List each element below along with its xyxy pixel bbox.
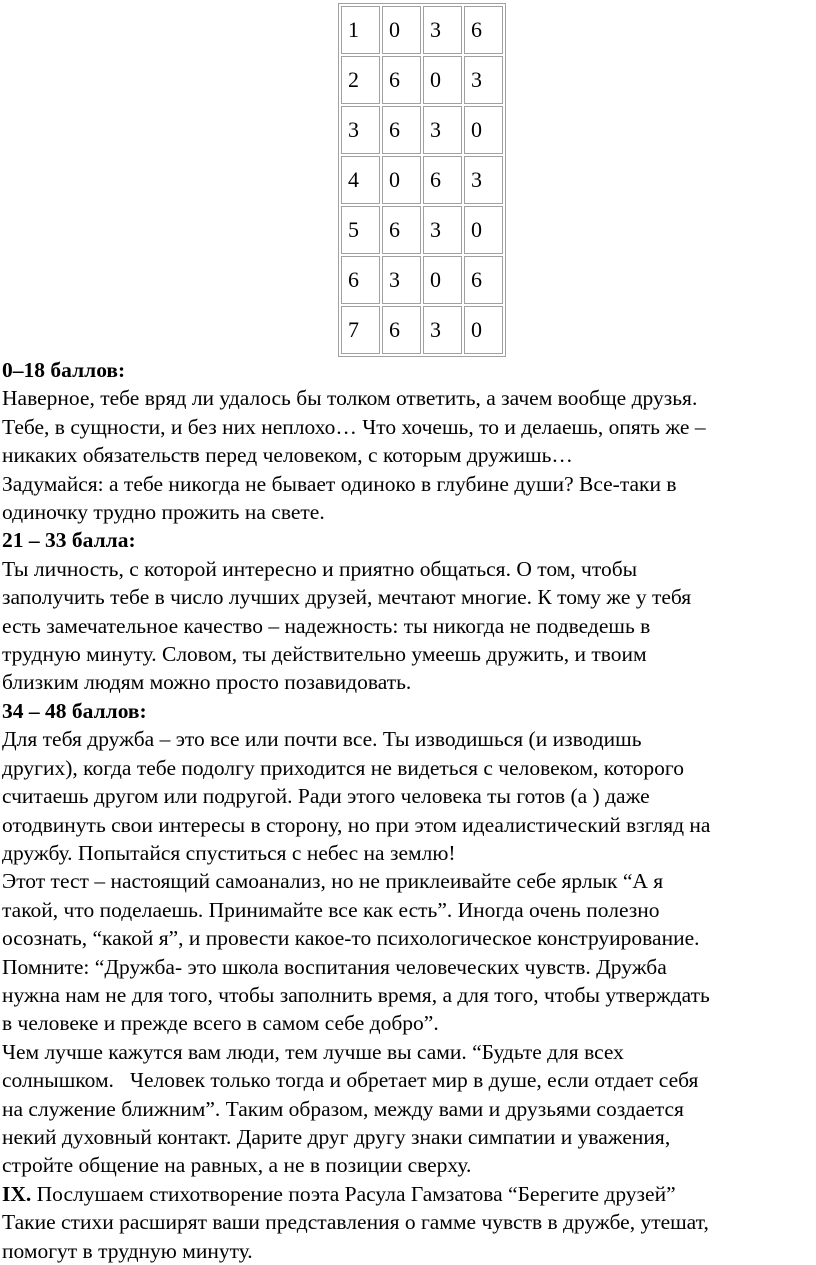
text-line: отодвинуть свои интересы в сторону, но при этом идеалистический взгляд на [2, 812, 711, 837]
text-line: считаешь другом или подругой. Ради этого человека ты готов (а ) даже [2, 784, 650, 809]
table-cell: 6 [464, 256, 503, 304]
section-9-paragraph [2, 1180, 814, 1265]
table-cell: 0 [423, 56, 462, 104]
table-row [341, 106, 503, 154]
table-cell: 6 [382, 306, 421, 354]
text-line: Задумайся: а тебе никогда не бывает одиноко в глубине души? Все-таки в [2, 471, 677, 496]
score-table [338, 3, 506, 357]
text-line: Ты личность, с которой интересно и приятно общаться. О том, чтобы [2, 556, 638, 581]
text-line: Этот тест – настоящий самоанализ, но не приклеивайте себе ярлык “А я [2, 869, 664, 894]
text-line: Для тебя дружба – это все или почти все. Ты изводишься (и изводишь [2, 727, 642, 752]
table-cell: 0 [423, 256, 462, 304]
text-line: дружбу. Попытайся спуститься с небес на землю! [2, 840, 456, 865]
text-line: на служение ближним”. Таким образом, между вами и друзьями создается [2, 1096, 684, 1121]
text-line: стройте общение на равных, а не в позиции сверху. [2, 1153, 472, 1178]
result-heading-21-33: 21 – 33 балла: [2, 528, 136, 553]
result-text-0-18 [2, 384, 814, 526]
table-cell: 3 [423, 306, 462, 354]
text-line: осознать, “какой я”, и провести какое-то психологическое конструирование. [2, 926, 700, 951]
text-line: Тебе, в сущности, и без них неплохо… Что хочешь, то и делаешь, опять же – [2, 414, 706, 439]
text-line: близким людям можно просто позавидовать. [2, 670, 412, 695]
table-cell: 0 [464, 206, 503, 254]
table-cell: 3 [423, 106, 462, 154]
text-line: Помните: “Дружба- это школа воспитания человеческих чувств. Дружба [2, 954, 667, 979]
table-row [341, 6, 503, 54]
text-line: такой, что поделаешь. Принимайте все как есть”. Иногда очень полезно [2, 897, 660, 922]
table-cell: 0 [464, 106, 503, 154]
table-cell: 3 [464, 56, 503, 104]
table-cell: 0 [382, 156, 421, 204]
text-line: солнышком. Человек только тогда и обретает мир в душе, если отдает себя [2, 1068, 699, 1093]
table-row [341, 56, 503, 104]
table-cell: 3 [423, 206, 462, 254]
table-cell: 6 [341, 256, 380, 304]
text-line: одиночку трудно прожить на свете. [2, 500, 325, 525]
document-text [2, 356, 814, 1265]
conclusion-paragraph [2, 867, 814, 1179]
table-cell: 6 [464, 6, 503, 54]
table-cell: 4 [341, 156, 380, 204]
table-cell: 7 [341, 306, 380, 354]
text-line: Такие стихи расширят ваши представления о гамме чувств в дружбе, утешат, [2, 1210, 709, 1235]
result-heading-0-18: 0–18 баллов: [2, 358, 126, 382]
table-cell: 0 [464, 306, 503, 354]
text-line: Наверное, тебе вряд ли удалось бы толком ответить, а зачем вообще друзья. [2, 386, 698, 411]
table-cell: 5 [341, 206, 380, 254]
table-cell: 6 [423, 156, 462, 204]
table-cell: 0 [382, 6, 421, 54]
text-line: Послушаем стихотворение поэта Расула Гамзатова “Берегите друзей” [31, 1181, 676, 1206]
table-cell: 3 [382, 256, 421, 304]
table-row [341, 256, 503, 304]
table-cell: 3 [464, 156, 503, 204]
table-cell: 6 [382, 206, 421, 254]
result-text-34-48 [2, 725, 814, 867]
text-line: нужна нам не для того, чтобы заполнить время, а для того, чтобы утверждать [2, 982, 710, 1007]
table-cell: 3 [423, 6, 462, 54]
text-line: есть замечательное качество – надежность: ты никогда не подведешь в [2, 613, 651, 638]
table-row [341, 156, 503, 204]
text-line: других), когда тебе подолгу приходится не видеться с человеком, которого [2, 755, 684, 780]
table-cell: 2 [341, 56, 380, 104]
text-line: Чем лучше кажутся вам люди, тем лучше вы сами. “Будьте для всех [2, 1039, 624, 1064]
text-line: трудную минуту. Словом, ты действительно умеешь дружить, и твоим [2, 642, 647, 667]
text-line: заполучить тебе в число лучших друзей, мечтают многие. К тому же у тебя [2, 585, 692, 610]
table-cell: 3 [341, 106, 380, 154]
text-line: в человеке и прежде всего в самом себе добро”. [2, 1011, 439, 1036]
table-cell: 1 [341, 6, 380, 54]
table-cell: 6 [382, 106, 421, 154]
text-line: никаких обязательств перед человеком, с которым дружишь… [2, 443, 573, 468]
text-line: помогут в трудную минуту. [2, 1238, 253, 1263]
table-row [341, 206, 503, 254]
table-row [341, 306, 503, 354]
table-cell: 6 [382, 56, 421, 104]
result-text-21-33 [2, 555, 814, 697]
section-9-numeral: IX. [2, 1181, 32, 1206]
text-line: некий духовный контакт. Дарите друг другу знаки симпатии и уважения, [2, 1124, 671, 1149]
result-heading-34-48: 34 – 48 баллов: [2, 698, 147, 723]
